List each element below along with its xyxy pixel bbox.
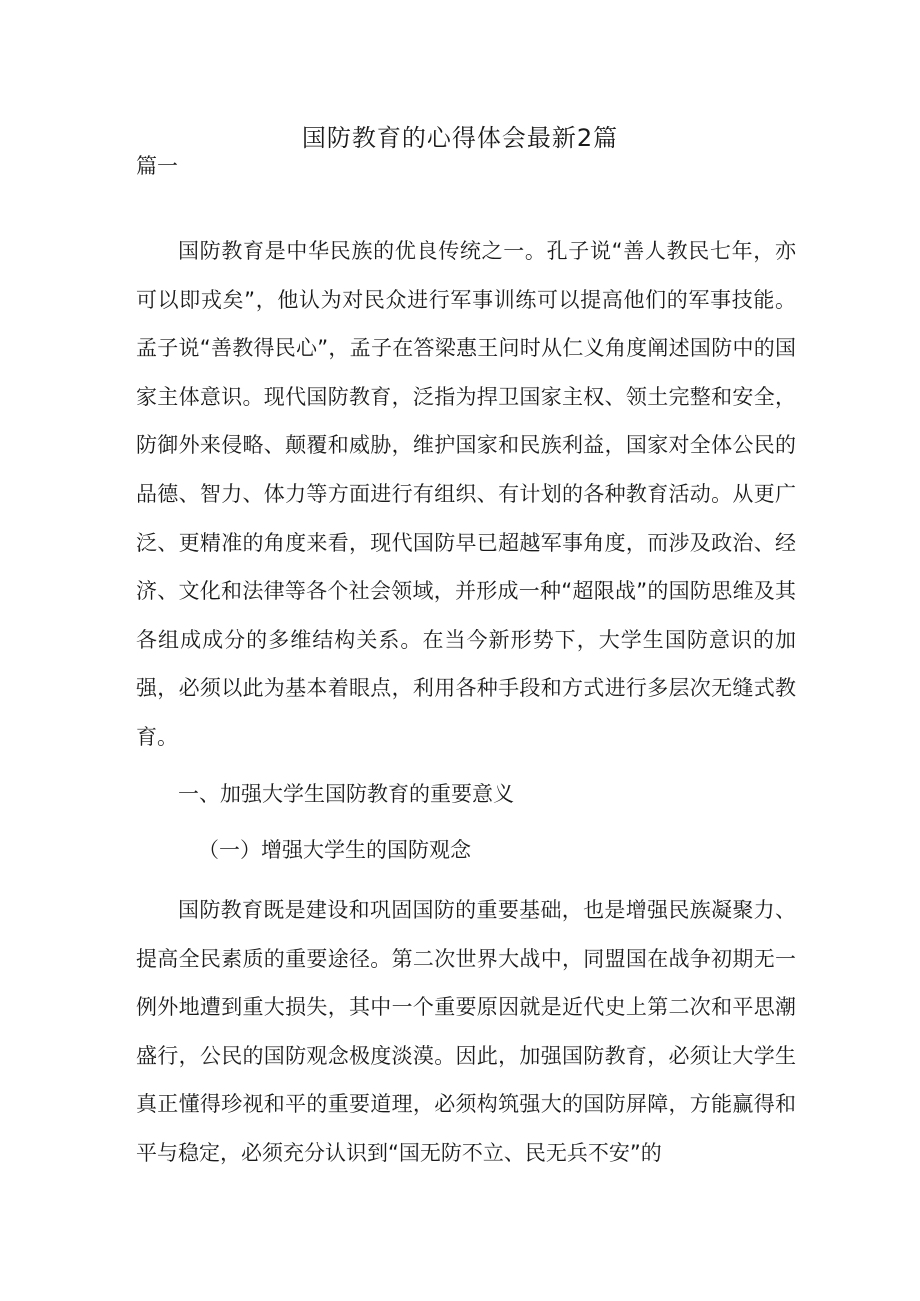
paragraph-national-defense: 国防教育既是建设和巩固国防的重要基础，也是增强民族凝聚力、提高全民素质的重要途径。第二次世界大战中，同盟国在战争初期无一例外地遭到重大损失，其中一个重要原因就是近代史上第二次和平思潮盛行，公民的国防观念极度淡漠。因此，加强国防教育，必须让大学生真正懂得珍视和平的重要道理，必须构筑强大的国防屏障，方能赢得和平与稳定，必须充分认识到“国无防不立、民无兵不安”的 xyxy=(136,898,796,1165)
document-title: 国防教育的心得体会最新2篇 xyxy=(301,124,619,152)
heading-level-2: （一）增强大学生的国防观念 xyxy=(198,838,471,862)
paragraph-intro: 国防教育是中华民族的优良传统之一。孔子说“善人教民七年，亦可以即戎矣”，他认为对民众进行军事训练可以提高他们的军事技能。孟子说“善教得民心”，孟子在答梁惠王问时从仁义角度阐述国防中的国家主体意识。现代国防教育，泛指为捍卫国家主权、领土完整和安全，防御外来侵略、颠覆和威胁，维护国家和民族利益，国家对全体公民的品德、智力、体力等方面进行有组织、有计划的各种教育活动。从更广泛、更精准的角度来看，现代国防早已超越军事角度，而涉及政治、经济、文化和法律等各个社会领域，并形成一种“超限战”的国防思维及其各组成成分的多维结构关系。在当今新形势下，大学生国防意识的加强，必须以此为基本着眼点，利用各种手段和方式进行多层次无缝式教育。 xyxy=(136,239,796,749)
heading-level-1: 一、加强大学生国防教育的重要意义 xyxy=(178,782,514,806)
section-label: 篇一 xyxy=(136,154,178,178)
